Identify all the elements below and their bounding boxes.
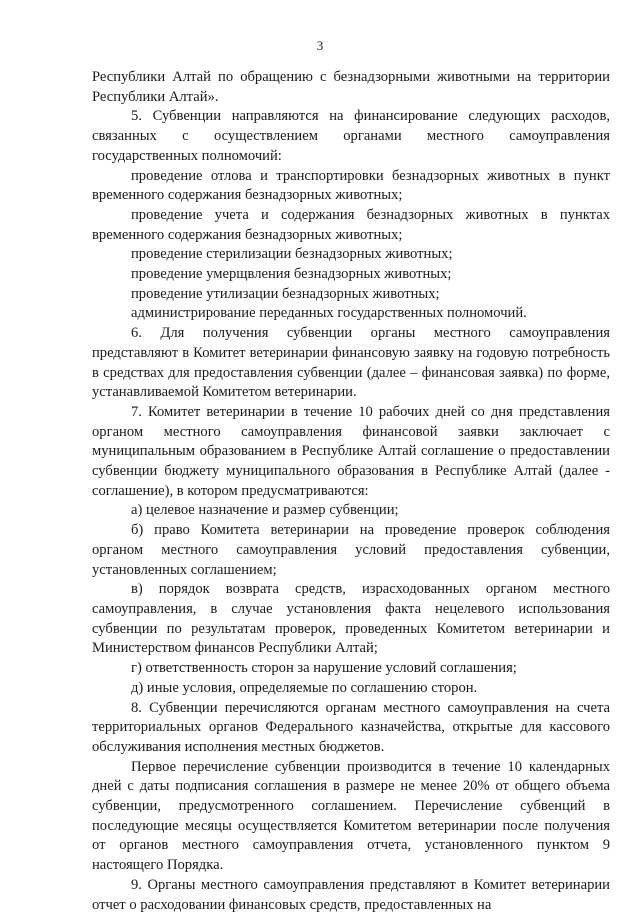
- paragraph-list-item: проведение учета и содержания безнадзорных животных в пунктах временного содержания безнадзорных животных;: [92, 206, 610, 243]
- paragraph-list-item: проведение умерщвления безнадзорных животных;: [131, 266, 452, 283]
- paragraph-subitem-b: б) право Комитета ветеринарии на проведение проверок соблюдения органом местного самоуправления условий предоставления субвенции, установленных соглашением;: [92, 522, 610, 578]
- paragraph-subitem-g: г) ответственность сторон за нарушение условий соглашения;: [131, 660, 517, 677]
- paragraph-subitem-v: в) порядок возврата средств, израсходованных органом местного самоуправления, в случае установления факта нецелевого использования субвенции по результатам проверок, проведенных Комитетом ветеринарии и Министерством финансов Республики Алтай;: [92, 581, 610, 657]
- page-number: 3: [316, 38, 324, 53]
- paragraph-clause-7: 7. Комитет ветеринарии в течение 10 рабочих дней со дня представления органом местного самоуправления финансовой заявки заключает с муниципальным образованием в Республике Алтай соглашение о предоставлении субвенции бюджету муниципального образования в Республике Алтай (далее - соглашение), в котором предусматриваются:: [92, 403, 610, 499]
- paragraph-list-item: проведение стерилизации безнадзорных животных;: [131, 246, 453, 263]
- paragraph-clause-6: 6. Для получения субвенции органы местного самоуправления представляют в Комитет ветеринарии финансовую заявку на годовую потребность в средствах для предоставления субвенции (далее – финансовая заявка) по форме, устанавливаемой Комитетом ветеринарии.: [92, 325, 610, 401]
- paragraph-clause-5: 5. Субвенции направляются на финансирование следующих расходов, связанных с осуществлением органами местного самоуправления государственных полномочий:: [92, 108, 610, 164]
- paragraph-subitem-a: а) целевое назначение и размер субвенции;: [131, 502, 399, 519]
- paragraph-clause-8: 8. Субвенции перечисляются органам местного самоуправления на счета территориальных органов Федерального казначейства, открытые для кассового обслуживания исполнения местных бюджетов.: [92, 699, 610, 755]
- paragraph-clause-9: 9. Органы местного самоуправления представляют в Комитет ветеринарии отчет о расходовании финансовых средств, предоставленных на: [92, 876, 610, 913]
- paragraph-list-item: администрирование переданных государственных полномочий.: [131, 305, 527, 322]
- document-body: [92, 68, 610, 915]
- paragraph-list-item: проведение утилизации безнадзорных животных;: [131, 285, 440, 302]
- paragraph-continuation: Республики Алтай по обращению с безнадзорными животными на территории Республики Алтай».: [92, 69, 610, 105]
- paragraph-clause-8-transfer: Первое перечисление субвенции производится в течение 10 календарных дней с даты подписания соглашения в размере не менее 20% от общего объема субвенции, предусмотренного соглашением. Перечисление субвенций в последующие месяцы осуществляется Комитетом ветеринарии после получения от органов местного самоуправления отчета, установленного пунктом 9 настоящего Порядка.: [92, 758, 610, 874]
- paragraph-subitem-d: д) иные условия, определяемые по соглашению сторон.: [131, 679, 478, 696]
- paragraph-list-item: проведение отлова и транспортировки безнадзорных животных в пункт временного содержания безнадзорных животных;: [92, 167, 610, 204]
